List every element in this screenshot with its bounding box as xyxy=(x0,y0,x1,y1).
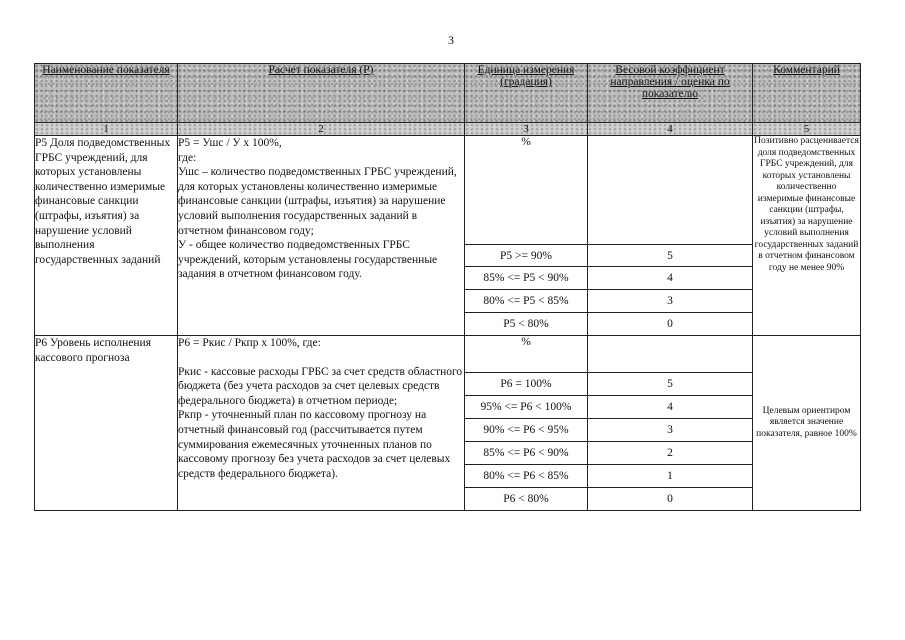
p5-indicator-name: Р5 Доля подведомственных ГРБС учреждений, для которых установлены количественно измеримые финансовые санкции (штрафы, изъятия) за нарушение условий выполнения государственных заданий xyxy=(35,136,178,336)
p6-indicator-name: Р6 Уровень исполнения кассового прогноза xyxy=(35,336,178,511)
p5-unit: % xyxy=(465,136,588,245)
grade-range: Р5 >= 90% xyxy=(465,245,588,267)
grade-range: 85% <= Р5 < 90% xyxy=(465,267,588,290)
p5-definition-u: У - общее количество подведомственных ГРБС учреждений, которым установлены государственные задания в отчетном финансовом году. xyxy=(178,239,438,281)
header-indicator-name: Наименование показателя xyxy=(35,64,178,123)
column-number: 5 xyxy=(753,123,861,136)
header-comment: Комментарий xyxy=(753,64,861,123)
p5-definition-ushs: Ушс – количество подведомственных ГРБС учреждений, для которых установлены количественно измеримые финансовые санкции (штрафы, изъятия) за нарушение условий выполнения государственных заданий в отчетном финансовом году; xyxy=(178,166,457,237)
grade-score: 5 xyxy=(588,373,753,396)
p5-where: где: xyxy=(178,151,197,164)
table-row xyxy=(35,136,861,245)
header-calculation: Расчет показателя (Р) xyxy=(178,64,465,123)
grade-range: 95% <= Р6 < 100% xyxy=(465,396,588,419)
column-number: 1 xyxy=(35,123,178,136)
grade-score: 4 xyxy=(588,267,753,290)
p6-calculation xyxy=(178,336,465,511)
p5-formula: Р5 = Ушс / У х 100%, xyxy=(178,137,282,149)
p6-unit: % xyxy=(465,336,588,373)
p5-weight-empty xyxy=(588,136,753,245)
grade-score: 1 xyxy=(588,465,753,488)
indicators-table xyxy=(34,63,861,511)
grade-score: 3 xyxy=(588,290,753,313)
grade-range: 85% <= Р6 < 90% xyxy=(465,442,588,465)
p6-definition-rkpr: Ркпр - уточненный план по кассовому прогнозу на отчетный финансовый год (рассчитывается путем суммирования ежемесячных уточненных планов по кассовому прогнозу без учета расходов за счет целевых средств федерального бюджета). xyxy=(178,409,451,480)
column-numbers-row xyxy=(35,123,861,136)
p5-calculation xyxy=(178,136,465,336)
grade-range: Р6 = 100% xyxy=(465,373,588,396)
grade-score: 5 xyxy=(588,245,753,267)
grade-score: 0 xyxy=(588,313,753,336)
grade-range: 80% <= Р6 < 85% xyxy=(465,465,588,488)
grade-range: Р6 < 80% xyxy=(465,488,588,511)
grade-range: 80% <= Р5 < 85% xyxy=(465,290,588,313)
p6-comment: Целевым ориентиром является значение показателя, равное 100% xyxy=(753,336,861,511)
header-weight: Весовой коэффициент направления / оценка по показателю xyxy=(588,64,753,123)
column-number: 4 xyxy=(588,123,753,136)
grade-range: 90% <= Р6 < 95% xyxy=(465,419,588,442)
grade-score: 0 xyxy=(588,488,753,511)
grade-range: Р5 < 80% xyxy=(465,313,588,336)
p5-comment: Позитивно расценивается доля подведомственных ГРБС учреждений, для которых установлены количественно измеримые финансовые санкции (штрафы, изъятия) за нарушение условий выполнения государственных заданий в отчетном финансовом году не менее 90% xyxy=(753,136,861,336)
table-row xyxy=(35,336,861,373)
p6-weight-empty xyxy=(588,336,753,373)
column-number: 3 xyxy=(465,123,588,136)
p6-formula: Р6 = Ркис / Ркпр х 100%, где: xyxy=(178,337,321,349)
grade-score: 2 xyxy=(588,442,753,465)
grade-score: 3 xyxy=(588,419,753,442)
grade-score: 4 xyxy=(588,396,753,419)
table-header-row xyxy=(35,64,861,123)
column-number: 2 xyxy=(178,123,465,136)
page-number: 3 xyxy=(448,33,454,47)
p6-definition-rkis: Ркис - кассовые расходы ГРБС за счет средств областного бюджета (без учета расходов за счет целевых средств федерального бюджета) в отчетном периоде; xyxy=(178,365,463,407)
header-unit: Единица измерения (градация) xyxy=(465,64,588,123)
